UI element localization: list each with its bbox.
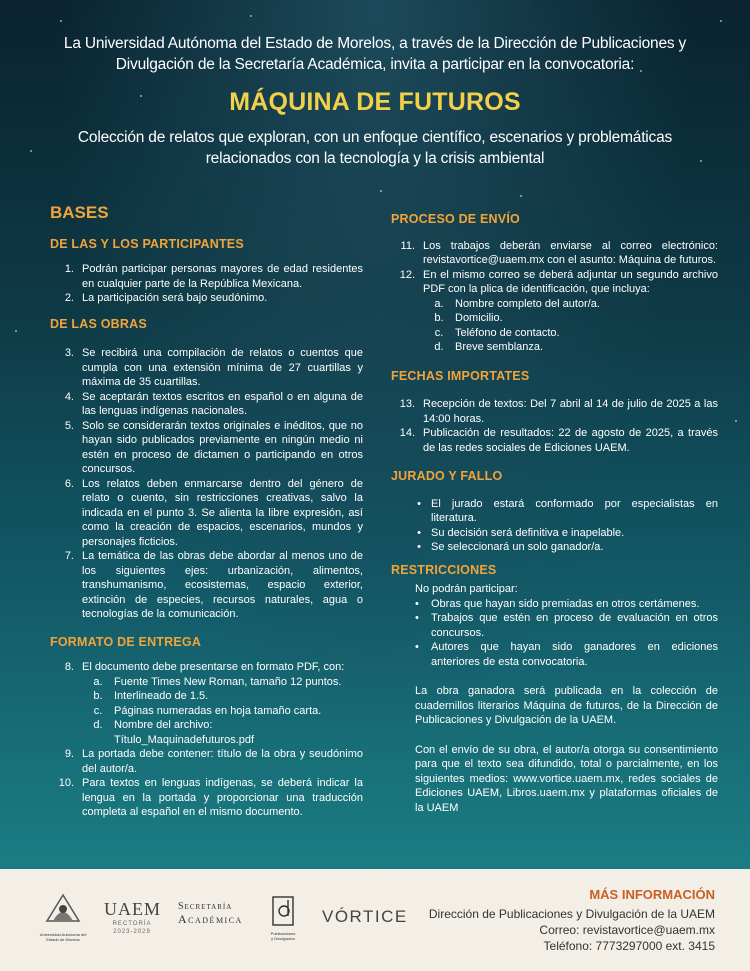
seal-icon xyxy=(43,891,83,927)
list-item: a. Nombre completo del autor/a. xyxy=(434,297,600,310)
subtitle-text: Colección de relatos que exploran, con un enfoque científico, escenarios y problemáticas relacionados con la tecnología y la crisis ambiental xyxy=(77,129,673,167)
contact-phone[interactable]: Teléfono: 7773297000 ext. 3415 xyxy=(543,939,715,953)
list-item: 1. Podrán participar personas mayores de edad residentes en cualquier parte de la República Mexicana. xyxy=(64,263,363,290)
list-item: • El jurado estará conformado por especialistas en literatura. xyxy=(417,497,718,524)
list-item: 11. Los trabajos deberán enviarse al correo electrónico: revistavortice@uaem.mx con el asunto: Máquina de futuros. xyxy=(400,239,718,266)
restrictions-intro: No podrán participar: xyxy=(415,583,518,595)
list-item: 9. La portada debe contener: título de la obra y seudónimo del autor/a. xyxy=(64,748,363,775)
list-item: c. Páginas numeradas en hoja tamaño carta. xyxy=(93,704,322,717)
list-item: 10. Para textos en lenguas indígenas, se deberá indicar la lengua en la portada y proporcionar una traducción completa al español en el mismo documento. xyxy=(58,777,363,818)
list-item: 13. Recepción de textos: Del 7 abril al 14 de julio de 2025 a las 14:00 horas. xyxy=(399,398,718,425)
uaem-seal-logo: Universidad Autónoma del Estado de Morelos xyxy=(28,891,98,942)
list-item: 14. Publicación de resultados: 22 de agosto de 2025, a través de las redes sociales de Ediciones UAEM. xyxy=(399,427,718,454)
format-heading: FORMATO DE ENTREGA xyxy=(50,634,202,649)
list-item: • Se seleccionará un solo ganador/a. xyxy=(417,541,604,553)
works-heading: DE LAS OBRAS xyxy=(50,316,147,331)
restrictions-heading: RESTRICCIONES xyxy=(391,562,497,577)
list-item: c. Teléfono de contacto. xyxy=(434,326,560,339)
page-title: MÁQUINA DE FUTUROS xyxy=(229,88,521,116)
list-item: • Trabajos que estén en proceso de evaluación en otros concursos. xyxy=(415,612,718,639)
right-column xyxy=(391,212,718,815)
dates-heading: FECHAS IMPORTATES xyxy=(391,368,530,383)
contact-department: Dirección de Publicaciones y Divulgación de la UAEM xyxy=(428,907,715,921)
list-item: 7. La temática de las obras debe abordar al menos uno de los siguientes ejes: urbanización, alimentos, transhumanismo, ecosistemas, espacio exterior, extinción de especies, recursos naturales, agua o tecnologías de la comunicación. xyxy=(64,550,363,620)
list-item: 5. Solo se considerarán textos originales e inéditos, que no hayan sido publicados previamente en ningún medio ni estén en proceso de dictamen o participando en otros concursos. xyxy=(64,419,363,475)
works-list xyxy=(50,346,363,622)
list-item: • Su decisión será definitiva e inapelable. xyxy=(417,526,625,539)
restrictions-body xyxy=(391,582,718,815)
list-item: • Autores que hayan sido ganadores en ediciones anteriores de esta convocatoria. xyxy=(415,641,718,668)
list-item: 8. El documento debe presentarse en formato PDF, con: xyxy=(64,661,345,673)
list-item: 3. Se recibirá una compilación de relatos o cuentos que cumpla con una extensión mínima de 27 cuartillas y máxima de 35 cuartillas. xyxy=(64,347,363,388)
list-item: 6. Los relatos deben enmarcarse dentro del género de relato o cuento, sin restricciones creativas, salvo la indicada en el punto 3. Se alienta la libre expresión, así como la creación de espacios, escenarios, mundos y personajes ficticios. xyxy=(64,477,363,548)
intro-text: La Universidad Autónoma del Estado de Morelos, a través de la Dirección de Publicaciones y Divulgación de la Secretaría Académica, invita a participar en la convocatoria: xyxy=(63,35,687,73)
list-item: a. Fuente Times New Roman, tamaño 12 puntos. xyxy=(93,675,342,688)
process-sublist xyxy=(423,297,718,355)
participants-list xyxy=(50,262,363,306)
list-item: 2. La participación será bajo seudónimo. xyxy=(64,292,268,304)
list-item: d. Nombre del archivo: Título_Maquinadefuturos.pdf xyxy=(93,719,255,746)
list-item: 4. Se aceptarán textos escritos en español o en alguna de las lenguas indígenas nacionales. xyxy=(64,390,363,417)
list-item: d. Breve semblanza. xyxy=(434,341,544,353)
restrictions-list xyxy=(415,597,718,670)
left-column xyxy=(50,203,363,820)
consent-note: Con el envío de su obra, el autor/a otorga su consentimiento para que el texto sea difundido, total o parcialmente, en los siguientes medios: www.vortice.uaem.mx, redes sociales de Ediciones UAEM, Libros.uaem.mx y plataformas oficiales de la UAEM xyxy=(415,743,718,814)
vortice-logo: VÓRTICE xyxy=(322,907,408,926)
list-item: b. Interlineado de 1.5. xyxy=(93,690,209,702)
footer xyxy=(0,869,750,971)
list-item: • Obras que hayan sido premiadas en otros certámenes. xyxy=(415,597,700,610)
participants-heading: DE LAS Y LOS PARTICIPANTES xyxy=(50,236,244,251)
contact-info xyxy=(429,887,715,954)
format-sublist xyxy=(82,675,363,748)
format-list-continued xyxy=(50,747,363,820)
dates-list xyxy=(391,397,718,455)
jury-list xyxy=(391,497,718,555)
process-heading: PROCESO DE ENVÍO xyxy=(391,212,520,226)
contact-email[interactable]: Correo: revistavortice@uaem.mx xyxy=(539,923,715,937)
uaem-rectoria-logo: UAEM RECTORÍA 2023-2029 xyxy=(104,899,161,935)
publication-note: La obra ganadora será publicada en la colección de cuadernillos literarios Máquina de futuros, de la Dirección de Publicaciones y Divulgación de la UAEM. xyxy=(415,685,718,726)
secretaria-academica-logo: Secretaría Académica xyxy=(178,901,243,926)
format-list xyxy=(50,660,363,675)
jury-heading: JURADO Y FALLO xyxy=(391,469,503,483)
more-info-title: MÁS INFORMACIÓN xyxy=(589,887,715,902)
publicaciones-logo: Publicaciones y Divulgación xyxy=(263,896,303,941)
process-list xyxy=(391,239,718,297)
book-icon xyxy=(271,896,295,926)
list-item: b. Domicilio. xyxy=(434,312,503,324)
bases-heading: BASES xyxy=(50,203,109,222)
list-item: 12. En el mismo correo se deberá adjuntar un segundo archivo PDF con la plica de identificación, que incluya: xyxy=(399,268,718,295)
